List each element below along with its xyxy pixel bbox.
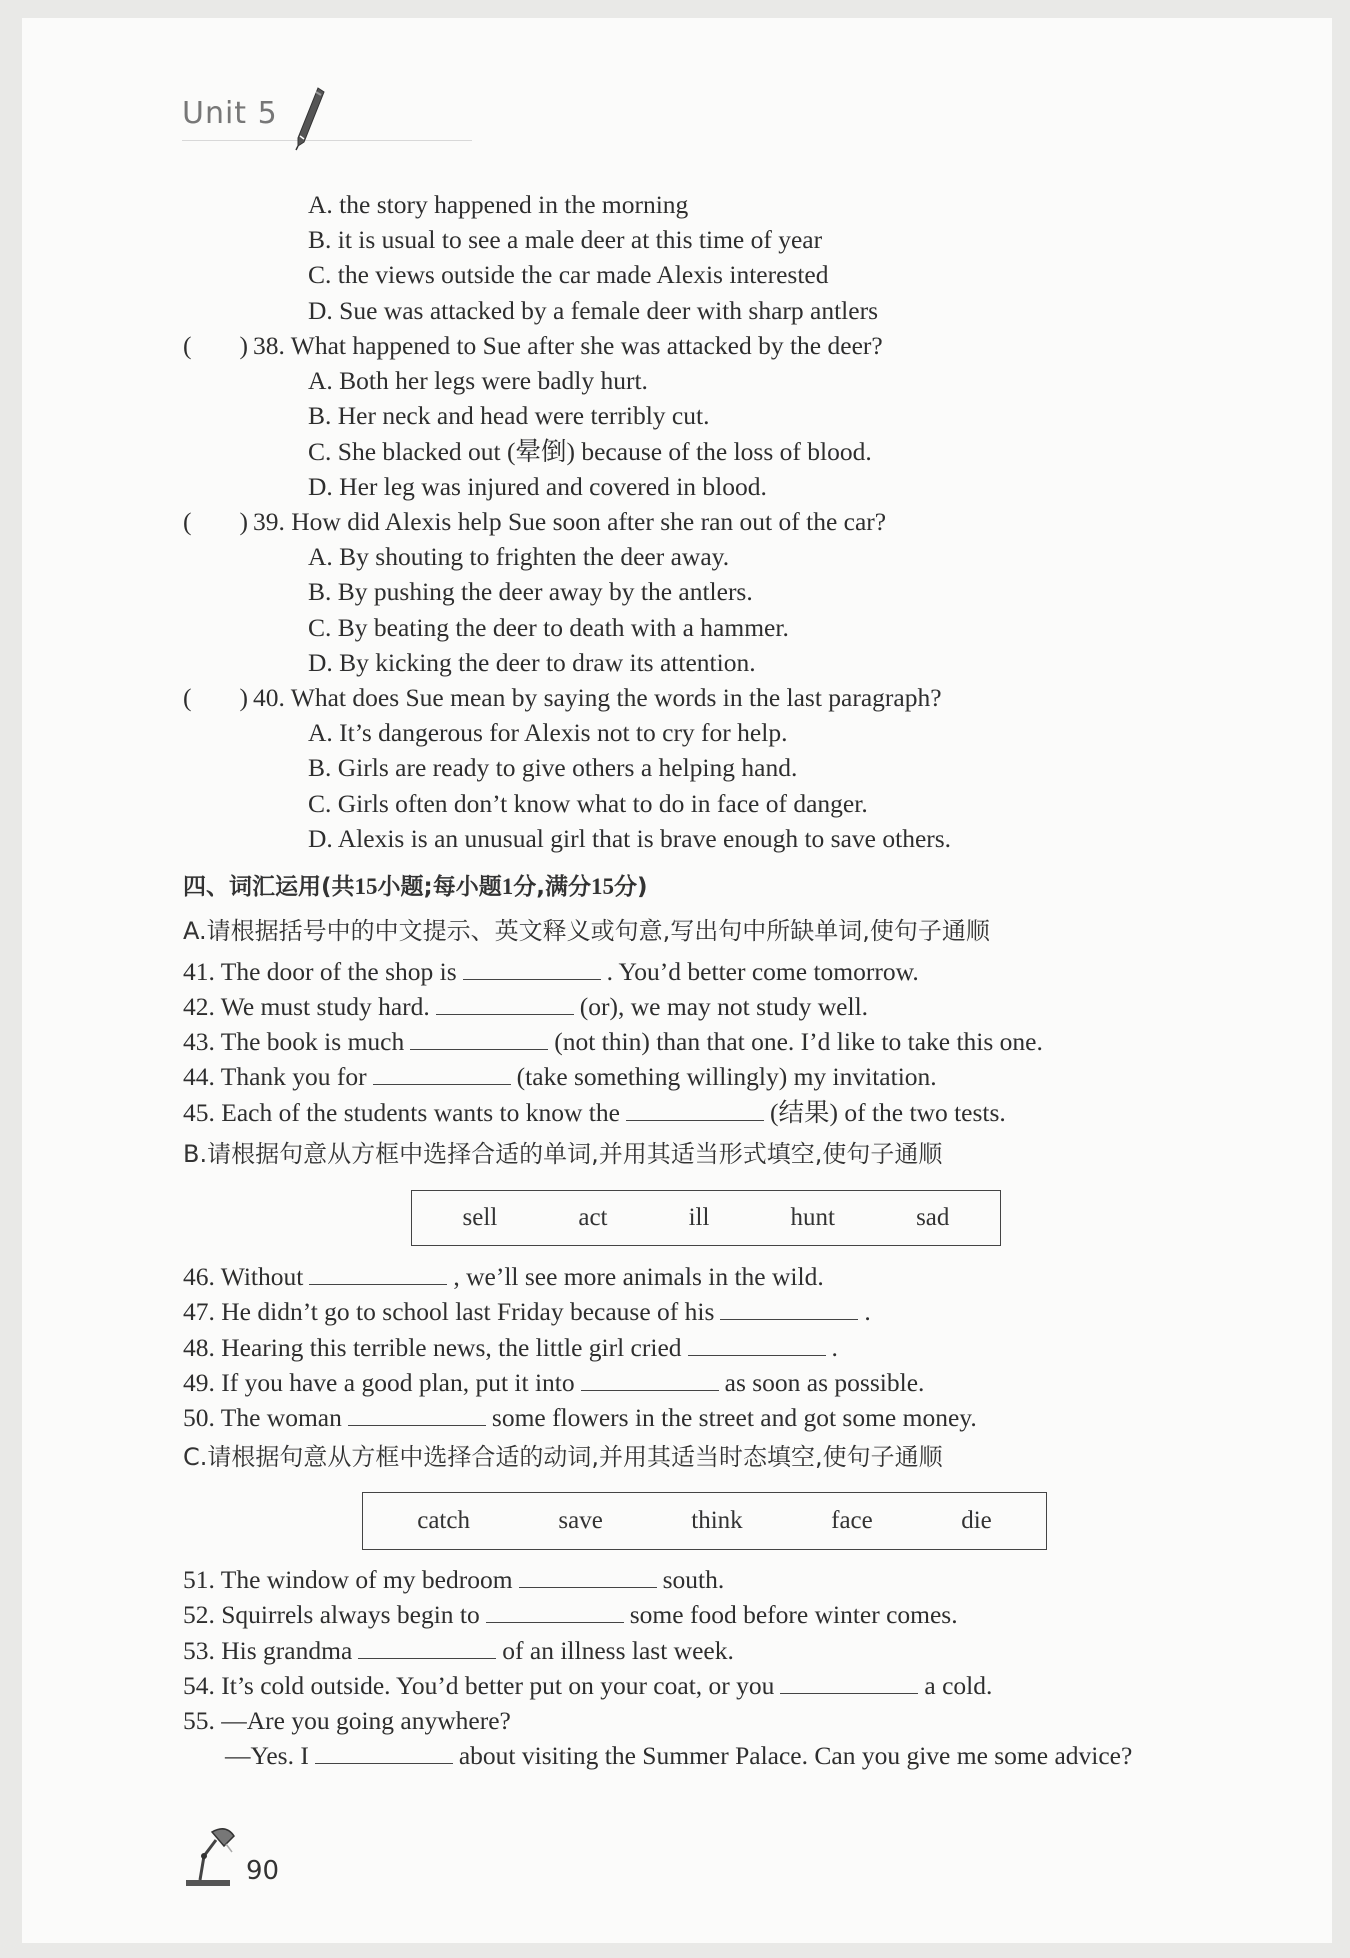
word-bank-item: catch xyxy=(417,1507,470,1534)
word-bank-item: act xyxy=(578,1204,608,1231)
word-bank-item: save xyxy=(558,1507,603,1534)
option-38c: C. She blacked out (晕倒) because of the loss of blood. xyxy=(308,437,872,466)
answer-blank[interactable] xyxy=(688,1333,826,1356)
header-rule xyxy=(182,140,472,141)
answer-blank[interactable] xyxy=(780,1671,918,1694)
word-bank-item: think xyxy=(691,1507,743,1534)
option-40b: B. Girls are ready to give others a helping hand. xyxy=(308,753,798,782)
question-51: 51. The window of my bedroom south. xyxy=(183,1565,725,1594)
option-37b: B. it is usual to see a male deer at this time of year xyxy=(308,225,823,254)
option-37a: A. the story happened in the morning xyxy=(308,190,689,219)
word-bank-item: ill xyxy=(688,1204,710,1231)
option-40c: C. Girls often don’t know what to do in face of danger. xyxy=(308,789,868,818)
desk-lamp-icon xyxy=(182,1822,242,1890)
answer-blank[interactable] xyxy=(410,1027,548,1050)
question-55: 55. —Are you going anywhere? xyxy=(183,1706,511,1735)
word-bank-item: sad xyxy=(916,1204,950,1231)
option-39d: D. By kicking the deer to draw its attention. xyxy=(308,648,756,677)
question-45: 45. Each of the students wants to know the (结果) of the two tests. xyxy=(183,1098,1006,1127)
pen-icon xyxy=(292,86,326,152)
question-50: 50. The woman some flowers in the street and got some money. xyxy=(183,1403,977,1432)
question-55-reply: —Yes. I about visiting the Summer Palace. Can you give me some advice? xyxy=(225,1741,1133,1770)
question-47: 47. He didn’t go to school last Friday because of his . xyxy=(183,1297,871,1326)
answer-blank[interactable] xyxy=(358,1636,496,1659)
question-53: 53. His grandma of an illness last week. xyxy=(183,1636,734,1665)
option-39b: B. By pushing the deer away by the antlers. xyxy=(308,577,753,606)
answer-blank[interactable] xyxy=(626,1098,764,1121)
unit-header xyxy=(182,96,278,140)
question-stem: 40. What does Sue mean by saying the words in the last paragraph? xyxy=(253,683,942,712)
option-40d: D. Alexis is an unusual girl that is brave enough to save others. xyxy=(308,824,952,853)
option-37c: C. the views outside the car made Alexis interested xyxy=(308,260,829,289)
question-41: 41. The door of the shop is . You’d better come tomorrow. xyxy=(183,957,919,986)
part-a-heading: A.请根据括号中的中文提示、英文释义或句意,写出句中所缺单词,使句子通顺 xyxy=(183,917,990,945)
word-bank-item: face xyxy=(831,1507,873,1534)
question-48: 48. Hearing this terrible news, the little girl cried . xyxy=(183,1333,838,1362)
question-42: 42. We must study hard. (or), we may not study well. xyxy=(183,992,869,1021)
answer-blank[interactable] xyxy=(309,1262,447,1285)
question-49: 49. If you have a good plan, put it into as soon as possible. xyxy=(183,1368,925,1397)
answer-blank[interactable] xyxy=(720,1297,858,1320)
answer-blank[interactable] xyxy=(581,1368,719,1391)
question-40 xyxy=(183,681,942,715)
question-stem: 39. How did Alexis help Sue soon after she ran out of the car? xyxy=(253,507,887,536)
answer-blank[interactable] xyxy=(348,1403,486,1426)
answer-blank[interactable] xyxy=(373,1062,511,1085)
answer-blank[interactable] xyxy=(519,1565,657,1588)
option-38b: B. Her neck and head were terribly cut. xyxy=(308,401,710,430)
word-bank-b xyxy=(411,1190,1001,1246)
word-bank-c xyxy=(362,1492,1047,1550)
question-44: 44. Thank you for (take something willingly) my invitation. xyxy=(183,1062,937,1091)
question-54: 54. It’s cold outside. You’d better put on your coat, or you a cold. xyxy=(183,1671,993,1700)
question-46: 46. Without , we’ll see more animals in the wild. xyxy=(183,1262,824,1291)
question-52: 52. Squirrels always begin to some food before winter comes. xyxy=(183,1600,958,1629)
option-39a: A. By shouting to frighten the deer away. xyxy=(308,542,730,571)
page-number: 90 xyxy=(246,1856,280,1886)
part-c-heading: C.请根据句意从方框中选择合适的动词,并用其适当时态填空,使句子通顺 xyxy=(183,1443,943,1471)
question-39 xyxy=(183,505,886,539)
word-bank-item: sell xyxy=(462,1204,498,1231)
answer-blank[interactable] xyxy=(315,1741,453,1764)
answer-paren[interactable]: ( ) xyxy=(183,683,248,712)
answer-blank[interactable] xyxy=(436,992,574,1015)
question-38 xyxy=(183,329,883,363)
answer-paren[interactable]: ( ) xyxy=(183,331,248,360)
word-bank-item: die xyxy=(961,1507,992,1534)
word-bank-item: hunt xyxy=(790,1204,835,1231)
answer-blank[interactable] xyxy=(486,1600,624,1623)
option-38a: A. Both her legs were badly hurt. xyxy=(308,366,648,395)
answer-paren[interactable]: ( ) xyxy=(183,507,248,536)
answer-blank[interactable] xyxy=(463,957,601,980)
option-37d: D. Sue was attacked by a female deer with sharp antlers xyxy=(308,296,878,325)
option-38d: D. Her leg was injured and covered in blood. xyxy=(308,472,767,501)
part-b-heading: B.请根据句意从方框中选择合适的单词,并用其适当形式填空,使句子通顺 xyxy=(183,1140,943,1168)
unit-title: Unit 5 xyxy=(182,96,278,131)
option-39c: C. By beating the deer to death with a hammer. xyxy=(308,613,789,642)
option-40a: A. It’s dangerous for Alexis not to cry for help. xyxy=(308,718,788,747)
section-title: 四、词汇运用(共15小题;每小题1分,满分15分) xyxy=(183,874,648,900)
question-stem: 38. What happened to Sue after she was attacked by the deer? xyxy=(253,331,883,360)
question-43: 43. The book is much (not thin) than that one. I’d like to take this one. xyxy=(183,1027,1043,1056)
